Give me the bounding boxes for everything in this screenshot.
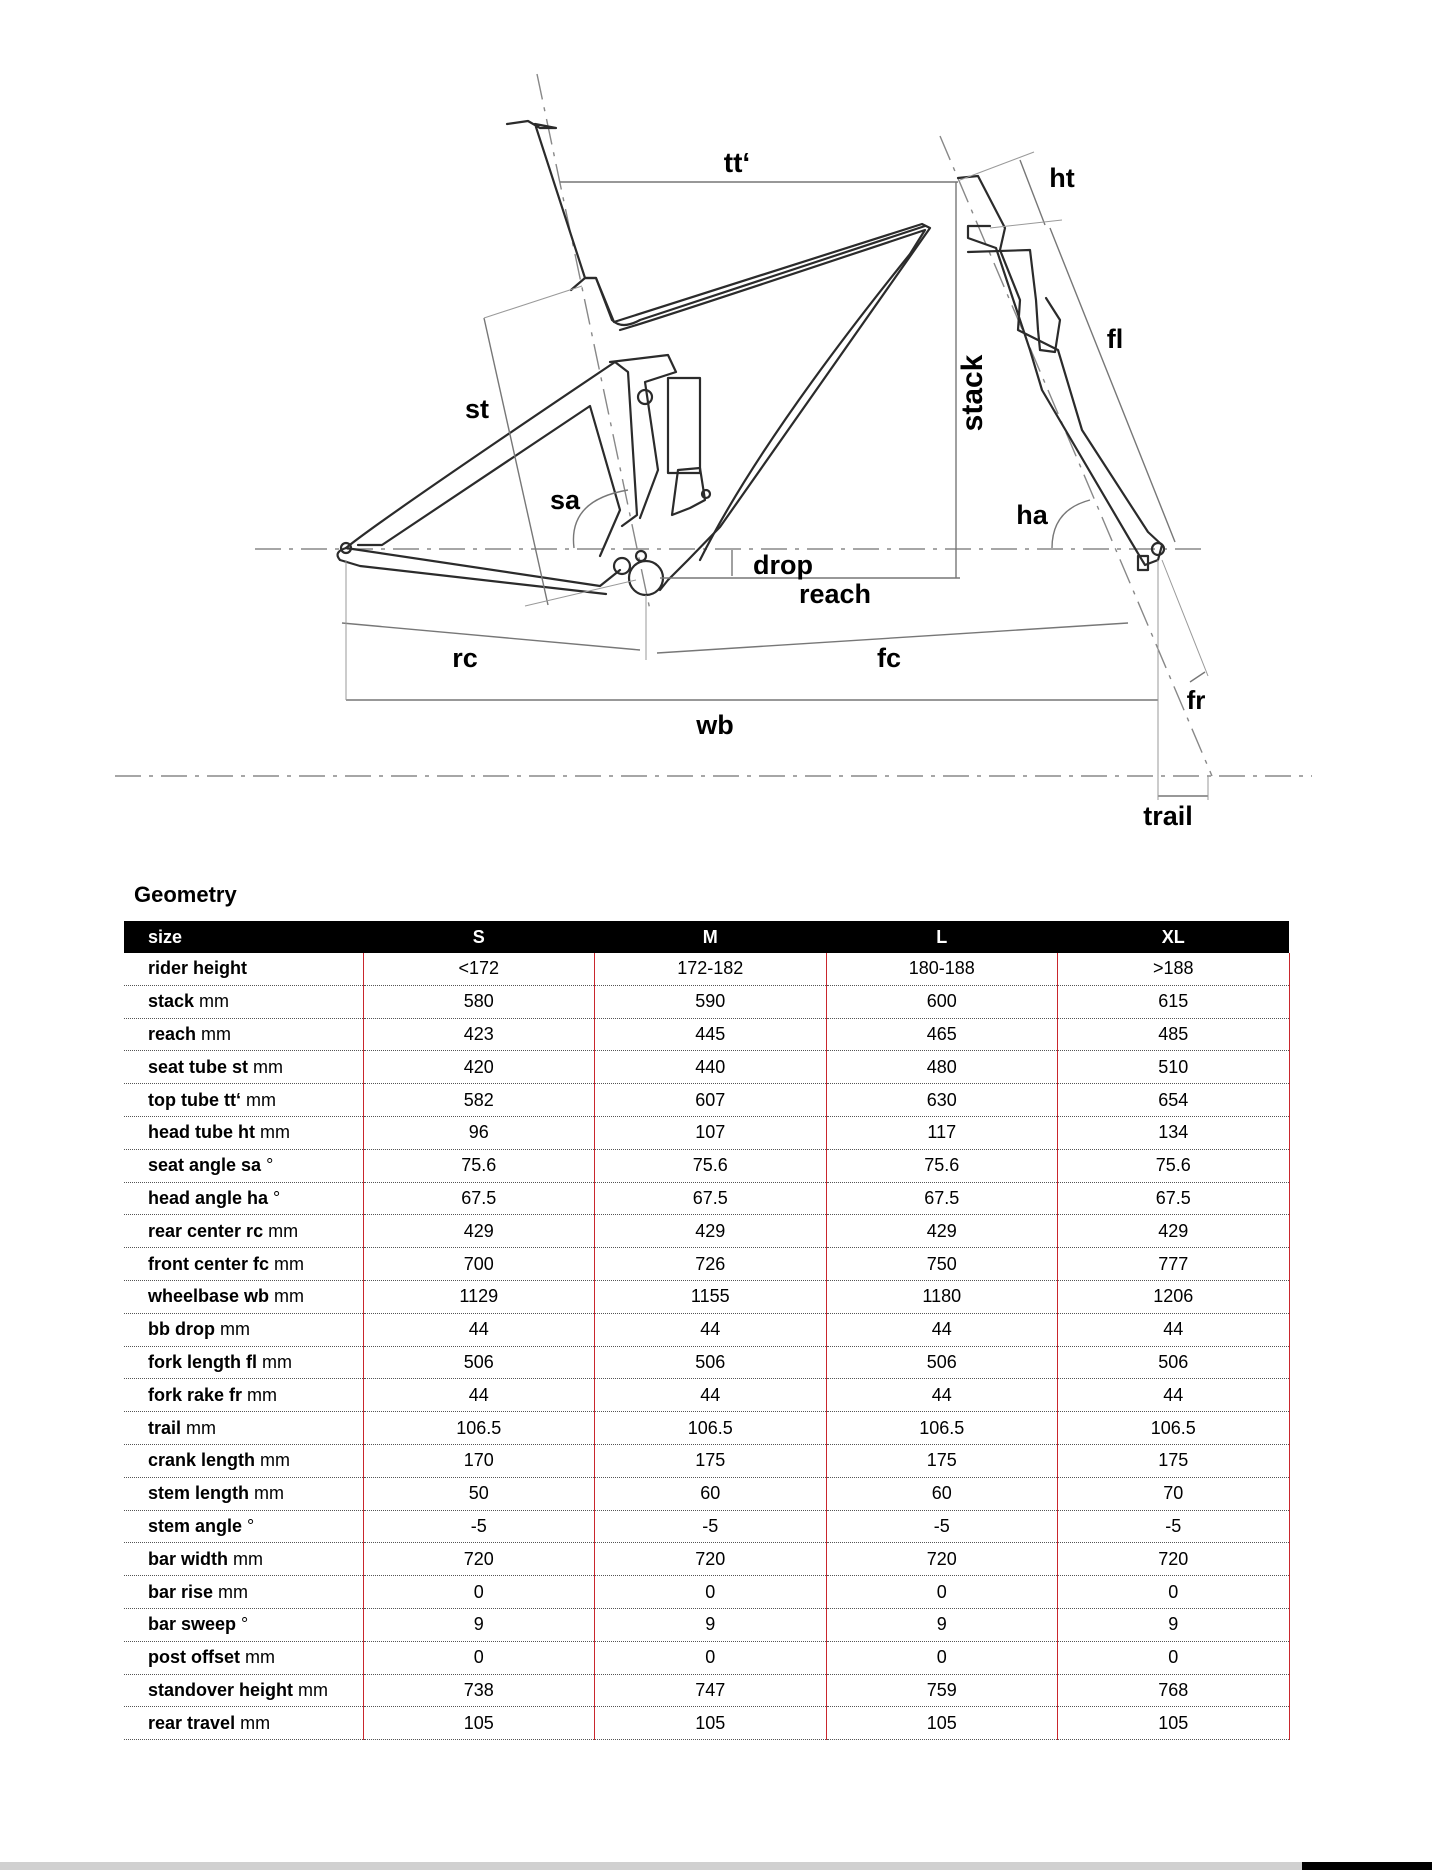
row-label-name: stem length <box>148 1483 250 1504</box>
row-label <box>124 985 363 1018</box>
row-label-unit: mm <box>269 1286 305 1307</box>
value-cell: 9 <box>1058 1608 1290 1641</box>
fl-label: fl <box>1106 324 1124 354</box>
steering-axis-line <box>940 136 1212 776</box>
row-label <box>124 1608 363 1641</box>
value-cell: 720 <box>363 1543 595 1576</box>
rc-label: rc <box>452 643 478 673</box>
row-label-unit: mm <box>242 1384 278 1405</box>
ht-label: ht <box>1049 163 1075 193</box>
value-cell: 615 <box>1058 985 1290 1018</box>
value-cell: 747 <box>595 1674 827 1707</box>
row-label-unit: mm <box>235 1712 271 1733</box>
value-cell: 107 <box>595 1116 827 1149</box>
table-row <box>124 1543 1289 1576</box>
row-label-unit: mm <box>228 1548 263 1569</box>
value-cell: 134 <box>1058 1116 1290 1149</box>
table-row <box>124 1018 1289 1051</box>
row-label-unit: mm <box>293 1679 329 1700</box>
value-cell: 630 <box>826 1084 1058 1117</box>
value-cell: 105 <box>595 1707 827 1740</box>
row-label-name: post offset <box>148 1647 240 1668</box>
value-cell: 506 <box>595 1346 827 1379</box>
table-row <box>124 1412 1289 1445</box>
table-row <box>124 953 1289 985</box>
reach-label: reach <box>798 579 872 609</box>
row-label-unit: mm <box>240 1647 275 1668</box>
table-row <box>124 1608 1289 1641</box>
frame-geometry-diagram <box>0 0 1432 860</box>
table-row <box>124 1084 1289 1117</box>
row-label <box>124 1084 363 1117</box>
size-header: size <box>124 921 363 953</box>
value-cell: 106.5 <box>595 1412 827 1445</box>
table-row <box>124 1641 1289 1674</box>
value-cell: 485 <box>1058 1018 1290 1051</box>
value-cell: 768 <box>1058 1674 1290 1707</box>
value-cell: 180-188 <box>826 953 1058 985</box>
row-label <box>124 1116 363 1149</box>
row-label-unit: mm <box>196 1023 232 1044</box>
value-cell: 1180 <box>826 1280 1058 1313</box>
geometry-title: Geometry <box>134 882 237 907</box>
wb-label: wb <box>696 710 734 740</box>
row-label-unit: mm <box>255 1450 291 1471</box>
value-cell: 445 <box>595 1018 827 1051</box>
row-label-name: trail <box>148 1417 182 1438</box>
value-cell: 105 <box>826 1707 1058 1740</box>
value-cell: 506 <box>826 1346 1058 1379</box>
row-label-unit: mm <box>269 1253 305 1274</box>
row-label-name: reach <box>148 1023 197 1044</box>
table-row <box>124 1051 1289 1084</box>
geometry-table <box>124 921 1290 1740</box>
row-label-name: wheelbase wb <box>148 1286 270 1307</box>
value-cell: 429 <box>1058 1215 1290 1248</box>
row-label <box>124 1149 363 1182</box>
row-label-unit: mm <box>240 1089 276 1110</box>
value-cell: 105 <box>1058 1707 1290 1740</box>
value-cell: 75.6 <box>826 1149 1058 1182</box>
row-label <box>124 1280 363 1313</box>
value-cell: 607 <box>595 1084 827 1117</box>
value-cell: -5 <box>363 1510 595 1543</box>
fr-dimension-line <box>1190 672 1205 682</box>
row-label-name: head tube ht <box>148 1122 255 1143</box>
value-cell: 44 <box>826 1379 1058 1412</box>
row-label-name: bb drop <box>148 1319 215 1340</box>
value-cell: 44 <box>595 1379 827 1412</box>
table-row <box>124 1346 1289 1379</box>
value-cell: 106.5 <box>363 1412 595 1445</box>
value-cell: 96 <box>363 1116 595 1149</box>
row-label-name: stack <box>148 991 195 1012</box>
table-row <box>124 985 1289 1018</box>
value-cell: 465 <box>826 1018 1058 1051</box>
ha-angle-arc <box>1052 500 1090 548</box>
value-cell: 726 <box>595 1248 827 1281</box>
value-cell: 175 <box>826 1444 1058 1477</box>
row-label-unit: mm <box>263 1220 299 1241</box>
row-label <box>124 1674 363 1707</box>
size-s-header: S <box>363 921 595 953</box>
row-label-unit: ° <box>268 1187 281 1208</box>
value-cell: 506 <box>1058 1346 1290 1379</box>
table-row <box>124 1248 1289 1281</box>
row-label-unit: mm <box>248 1056 284 1077</box>
row-label <box>124 1477 363 1510</box>
row-label-name: front center fc <box>148 1253 270 1274</box>
value-cell: 44 <box>363 1313 595 1346</box>
row-label <box>124 1641 363 1674</box>
value-cell: 440 <box>595 1051 827 1084</box>
row-label-unit: mm <box>255 1122 290 1143</box>
value-cell: 1129 <box>363 1280 595 1313</box>
value-cell: 750 <box>826 1248 1058 1281</box>
st-dimension-line <box>484 318 548 605</box>
value-cell: 75.6 <box>363 1149 595 1182</box>
value-cell: 44 <box>363 1379 595 1412</box>
row-label-name: rear center rc <box>148 1220 264 1241</box>
rc-dimension-line <box>342 623 640 650</box>
row-label-name: top tube tt‘ <box>148 1089 241 1110</box>
row-label-unit: ° <box>242 1515 255 1536</box>
table-row <box>124 1280 1289 1313</box>
row-label-name: stem angle <box>148 1515 243 1536</box>
table-row <box>124 1444 1289 1477</box>
value-cell: 67.5 <box>1058 1182 1290 1215</box>
value-cell: 50 <box>363 1477 595 1510</box>
table-row <box>124 1149 1289 1182</box>
value-cell: 175 <box>595 1444 827 1477</box>
value-cell: 420 <box>363 1051 595 1084</box>
value-cell: 0 <box>363 1641 595 1674</box>
value-cell: 700 <box>363 1248 595 1281</box>
row-label <box>124 1313 363 1346</box>
row-label-name: fork length fl <box>148 1351 257 1372</box>
value-cell: 429 <box>826 1215 1058 1248</box>
value-cell: 67.5 <box>595 1182 827 1215</box>
row-label <box>124 1182 363 1215</box>
value-cell: <172 <box>363 953 595 985</box>
ha-label: ha <box>1016 500 1048 530</box>
row-label <box>124 1051 363 1084</box>
ht-dimension-line <box>1020 160 1045 225</box>
row-label <box>124 1412 363 1445</box>
value-cell: 0 <box>826 1641 1058 1674</box>
value-cell: 0 <box>1058 1641 1290 1674</box>
row-label-unit: mm <box>249 1483 285 1504</box>
row-label-name: rear travel <box>148 1712 236 1733</box>
row-label-name: bar rise <box>148 1581 214 1602</box>
value-cell: 170 <box>363 1444 595 1477</box>
value-cell: 70 <box>1058 1477 1290 1510</box>
table-row <box>124 1116 1289 1149</box>
value-cell: 106.5 <box>826 1412 1058 1445</box>
value-cell: 777 <box>1058 1248 1290 1281</box>
value-cell: 600 <box>826 985 1058 1018</box>
row-label <box>124 1018 363 1051</box>
sa-angle-arc <box>573 490 628 548</box>
value-cell: 0 <box>595 1641 827 1674</box>
row-label-unit: mm <box>214 1319 250 1340</box>
value-cell: 720 <box>595 1543 827 1576</box>
fc-label: fc <box>876 643 902 673</box>
value-cell: 720 <box>1058 1543 1290 1576</box>
page-bottom-bar <box>0 1862 1432 1870</box>
size-m-header: M <box>595 921 827 953</box>
stack-label: stack <box>956 354 989 432</box>
value-cell: 1206 <box>1058 1280 1290 1313</box>
drop-label: drop <box>753 550 813 580</box>
row-label-unit: mm <box>181 1417 217 1438</box>
value-cell: 9 <box>363 1608 595 1641</box>
fr-label: fr <box>1186 685 1206 715</box>
row-label <box>124 953 363 985</box>
table-row <box>124 1707 1289 1740</box>
size-xl-header: XL <box>1058 921 1290 953</box>
value-cell: 9 <box>826 1608 1058 1641</box>
value-cell: -5 <box>1058 1510 1290 1543</box>
value-cell: 0 <box>363 1576 595 1609</box>
value-cell: 60 <box>595 1477 827 1510</box>
value-cell: 582 <box>363 1084 595 1117</box>
value-cell: 654 <box>1058 1084 1290 1117</box>
row-label <box>124 1707 363 1740</box>
tt-label: tt‘ <box>723 147 751 178</box>
row-label-name: bar sweep <box>148 1614 237 1635</box>
row-label <box>124 1543 363 1576</box>
value-cell: 105 <box>363 1707 595 1740</box>
trail-label: trail <box>1143 801 1193 831</box>
row-label-name: seat angle sa <box>148 1155 262 1176</box>
sa-label: sa <box>549 485 581 515</box>
table-header-row <box>124 921 1289 953</box>
row-label <box>124 1379 363 1412</box>
table-row <box>124 1674 1289 1707</box>
row-label-name: seat tube st <box>148 1056 249 1077</box>
table-row <box>124 1510 1289 1543</box>
value-cell: 759 <box>826 1674 1058 1707</box>
row-label <box>124 1444 363 1477</box>
value-cell: 0 <box>595 1576 827 1609</box>
page-bottom-bar-accent <box>1302 1862 1432 1870</box>
value-cell: -5 <box>826 1510 1058 1543</box>
value-cell: 506 <box>363 1346 595 1379</box>
row-label-unit: mm <box>213 1581 249 1602</box>
value-cell: 75.6 <box>1058 1149 1290 1182</box>
table-row <box>124 1576 1289 1609</box>
row-label <box>124 1346 363 1379</box>
value-cell: 720 <box>826 1543 1058 1576</box>
value-cell: 1155 <box>595 1280 827 1313</box>
size-l-header: L <box>826 921 1058 953</box>
row-label-unit: ° <box>236 1614 249 1635</box>
row-label <box>124 1215 363 1248</box>
value-cell: 480 <box>826 1051 1058 1084</box>
geometry-table-body <box>124 953 1289 1740</box>
value-cell: 0 <box>1058 1576 1290 1609</box>
value-cell: 429 <box>363 1215 595 1248</box>
row-label-unit: ° <box>261 1155 274 1176</box>
row-label-name: bar width <box>148 1548 228 1569</box>
row-label-name: crank length <box>148 1450 256 1471</box>
value-cell: 67.5 <box>826 1182 1058 1215</box>
row-label <box>124 1510 363 1543</box>
value-cell: 75.6 <box>595 1149 827 1182</box>
row-label-unit: mm <box>257 1351 292 1372</box>
value-cell: 738 <box>363 1674 595 1707</box>
value-cell: 580 <box>363 985 595 1018</box>
value-cell: 44 <box>1058 1313 1290 1346</box>
value-cell: 172-182 <box>595 953 827 985</box>
seat-axis-line <box>537 74 650 610</box>
value-cell: 590 <box>595 985 827 1018</box>
row-label-name: fork rake fr <box>148 1384 243 1405</box>
row-label <box>124 1248 363 1281</box>
value-cell: 510 <box>1058 1051 1290 1084</box>
value-cell: 44 <box>826 1313 1058 1346</box>
value-cell: 67.5 <box>363 1182 595 1215</box>
table-row <box>124 1313 1289 1346</box>
value-cell: >188 <box>1058 953 1290 985</box>
value-cell: -5 <box>595 1510 827 1543</box>
table-row <box>124 1379 1289 1412</box>
row-label-unit: mm <box>194 991 230 1012</box>
row-label-name: standover height <box>148 1679 294 1700</box>
value-cell: 175 <box>1058 1444 1290 1477</box>
value-cell: 429 <box>595 1215 827 1248</box>
row-label-name: head angle ha <box>148 1187 269 1208</box>
value-cell: 44 <box>595 1313 827 1346</box>
value-cell: 44 <box>1058 1379 1290 1412</box>
st-label: st <box>464 394 490 424</box>
row-label-name: rider height <box>148 958 248 979</box>
value-cell: 117 <box>826 1116 1058 1149</box>
value-cell: 9 <box>595 1608 827 1641</box>
value-cell: 423 <box>363 1018 595 1051</box>
row-label <box>124 1576 363 1609</box>
table-row <box>124 1477 1289 1510</box>
table-row <box>124 1182 1289 1215</box>
value-cell: 0 <box>826 1576 1058 1609</box>
table-row <box>124 1215 1289 1248</box>
value-cell: 60 <box>826 1477 1058 1510</box>
value-cell: 106.5 <box>1058 1412 1290 1445</box>
